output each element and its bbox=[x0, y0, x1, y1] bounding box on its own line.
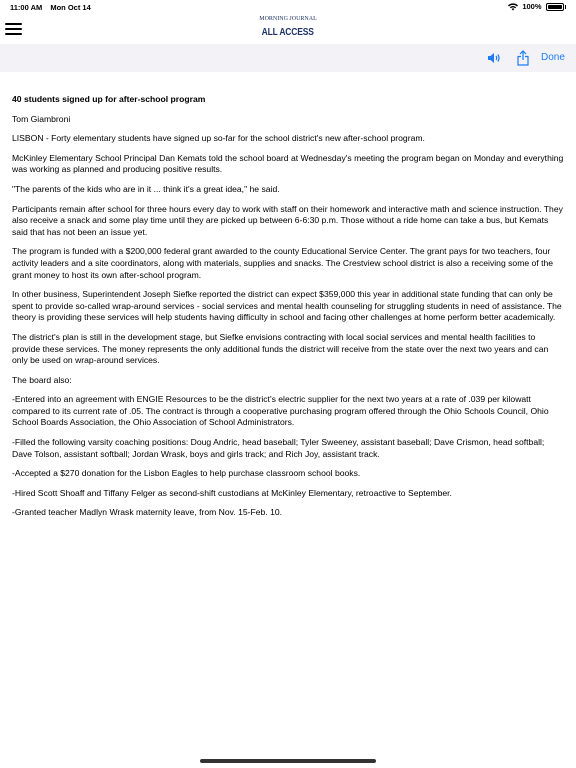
article-paragraph: -Filled the following varsity coaching positions: Doug Andric, head baseball; Tyler Sweeney, assistant baseball; Dave Crismon, head softball; Dave Tolson, assistant softball; Jordan Wrask, boys and girls track; and Rich Joy, assistant track. bbox=[12, 437, 545, 459]
article-paragraph: "The parents of the kids who are in it ... think it's a great idea," he said. bbox=[12, 183, 280, 194]
status-time: 11:00 AM bbox=[10, 3, 43, 12]
article-byline: Tom Giambroni bbox=[12, 113, 71, 124]
article-paragraph: The district's plan is still in the development stage, but Siefke envisions contracting with local social services and mental health facilities to provide these services. The money represents the only additional funds the district will receive from the state over the next two years and can only be used on wrap-around services. bbox=[12, 331, 549, 366]
status-bar bbox=[0, 0, 576, 14]
status-left bbox=[10, 3, 97, 12]
status-date: Mon Oct 14 bbox=[50, 3, 91, 12]
article-paragraph: In other business, Superintendent Joseph Siefke reported the district can expect $359,000 this year in additional state funding that can only be spent to provide so-called wrap-around services - social services and mental health counseling for struggling students in need of assistance. The theory is providing these services will help students having difficulty in school and facing other challenges at home perform better academically. bbox=[12, 289, 562, 323]
done-button[interactable]: Done bbox=[541, 52, 565, 63]
battery-icon bbox=[546, 3, 564, 11]
logo-main-text: ALL ACCESS bbox=[261, 27, 315, 38]
article-paragraph: -Granted teacher Madlyn Wrask maternity leave, from Nov. 15-Feb. 10. bbox=[12, 507, 283, 518]
speaker-icon[interactable] bbox=[487, 52, 501, 64]
article-headline: 40 students signed up for after-school program bbox=[12, 94, 206, 104]
article-paragraph: The board also: bbox=[12, 374, 72, 385]
battery-percent: 100% bbox=[522, 2, 542, 11]
nav-bar bbox=[0, 14, 576, 44]
share-icon[interactable] bbox=[517, 50, 529, 66]
article-paragraph: Participants remain after school for three hours every day to work with staff on their homework and interactive math and science instruction. They also receive a snack and some play time until they are picked up between 6-6:30 p.m. Those without a ride home can take a bus, but Kemats said that has not been an issue yet. bbox=[12, 203, 563, 237]
app-logo bbox=[0, 16, 576, 40]
article-paragraph: -Entered into an agreement with ENGIE Resources to be the district's electric supplier for the next two years at a rate of .039 per kilowatt compared to its current rate of .05. The contract is through a cooperative purchasing program offered through the Ohio Schools Council, Ohio School Boards Association, the Ohio Association of School Administrators. bbox=[12, 394, 549, 428]
article-paragraph: LISBON - Forty elementary students have signed up so-far for the school district's new after-school program. bbox=[12, 133, 425, 144]
logo-top-text: MORNING JOURNAL bbox=[259, 16, 317, 22]
article-paragraph: The program is funded with a $200,000 federal grant awarded to the county Educational Service Center. The grant pays for two teachers, four activity leaders and a site coordinators, along with materials, supplies and snacks. The Crestview school district is also a receiving some of the grant money to host its own after-school program. bbox=[12, 246, 554, 280]
status-right bbox=[508, 2, 566, 11]
article-paragraph: -Hired Scott Shoaff and Tiffany Felger as second-shift custodians at McKinley Elementary, retroactive to September. bbox=[12, 487, 452, 498]
battery-cap bbox=[565, 5, 567, 9]
wifi-icon bbox=[508, 3, 518, 11]
home-indicator[interactable] bbox=[200, 759, 376, 763]
article-toolbar bbox=[0, 44, 576, 72]
article-body bbox=[12, 94, 564, 527]
article-paragraph: McKinley Elementary School Principal Dan Kemats told the school board at Wednesday's meeting the program began on Monday and everything was working as planned and producing positive results. bbox=[12, 152, 564, 175]
article-paragraph: -Accepted a $270 donation for the Lisbon Eagles to help purchase classroom school books. bbox=[12, 468, 361, 479]
